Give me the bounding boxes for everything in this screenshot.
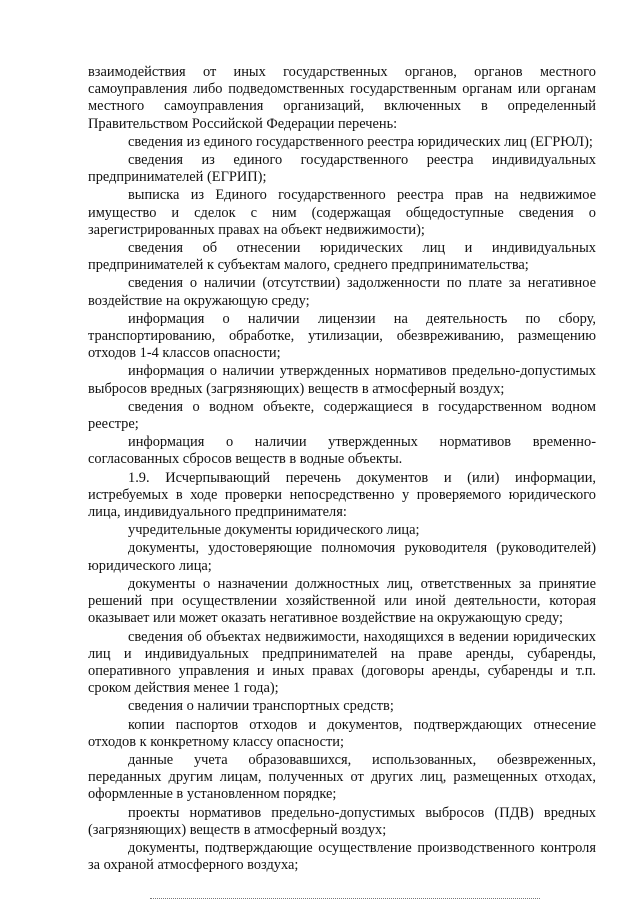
footer-scan-marks (150, 898, 540, 902)
paragraph: сведения о наличии (отсутствии) задолженности по плате за негативное воздействие на окружающую среду; (88, 275, 596, 309)
paragraph: документы, удостоверяющие полномочия руководителя (руководителей) юридического лица; (88, 540, 596, 574)
paragraph: сведения из единого государственного реестра индивидуальных предпринимателей (ЕГРИП); (88, 152, 596, 186)
paragraph: сведения о водном объекте, содержащиеся в государственном водном реестре; (88, 398, 596, 433)
section-heading-paragraph: 1.9. Исчерпывающий перечень документов и (или) информации, истребуемых в ходе проверки непосредственно у проверяемого юридического лица, индивидуального предпринимателя: (88, 469, 596, 521)
paragraph: учредительные документы юридического лица; (128, 522, 420, 539)
paragraph: сведения из единого государственного реестра юридических лиц (ЕГРЮЛ); (128, 133, 593, 150)
paragraph: сведения о наличии транспортных средств; (128, 698, 394, 715)
document-body (88, 64, 596, 874)
paragraph: сведения об отнесении юридических лиц и индивидуальных предпринимателей к субъектам малого, среднего предпринимательства; (88, 240, 596, 274)
paragraph: информация о наличии лицензии на деятельность по сбору, транспортированию, обработке, утилизации, обезвреживанию, размещению отходов 1-4 классов опасности; (88, 310, 596, 362)
paragraph: данные учета образовавшихся, использованных, обезвреженных, переданных другим лицам, полученных от других лиц, размещенных отходах, оформленные в установленном порядке; (88, 751, 596, 803)
paragraph: проекты нормативов предельно-допустимых выбросов (ПДВ) вредных (загрязняющих) веществ в атмосферный воздух; (88, 804, 596, 838)
paragraph: выписка из Единого государственного реестра прав на недвижимое имущество и сделок с ним (содержащая общедоступные сведения о зарегистрированных правах на объект недвижимости); (88, 187, 596, 238)
paragraph: копии паспортов отходов и документов, подтверждающих отнесение отходов к конкретному классу опасности; (88, 716, 596, 750)
paragraph: документы о назначении должностных лиц, ответственных за принятие решений при осуществлении хозяйственной или иной деятельности, которая оказывает или может оказать негативное воздействие на окружающую среду; (88, 575, 596, 627)
paragraph: информация о наличии утвержденных нормативов временно-согласованных сбросов веществ в водные объекты. (88, 434, 596, 468)
paragraph: сведения об объектах недвижимости, находящихся в ведении юридических лиц и индивидуальных предпринимателей на праве аренды, субаренды, оперативного управления и иных правах (договоры аренды, субаренды и т.п. сроком действия менее 1 года); (88, 628, 596, 697)
paragraph: информация о наличии утвержденных нормативов предельно-допустимых выбросов вредных (загрязняющих) веществ в атмосферный воздух; (88, 363, 596, 397)
paragraph: документы, подтверждающие осуществление производственного контроля за охраной атмосферного воздуха; (88, 839, 596, 874)
paragraph: взаимодействия от иных государственных органов, органов местного самоуправления либо подведомственных государственным органам или органам местного самоуправления организаций, включенных в определенный Правительством Российской Федерации перечень: (88, 64, 596, 132)
